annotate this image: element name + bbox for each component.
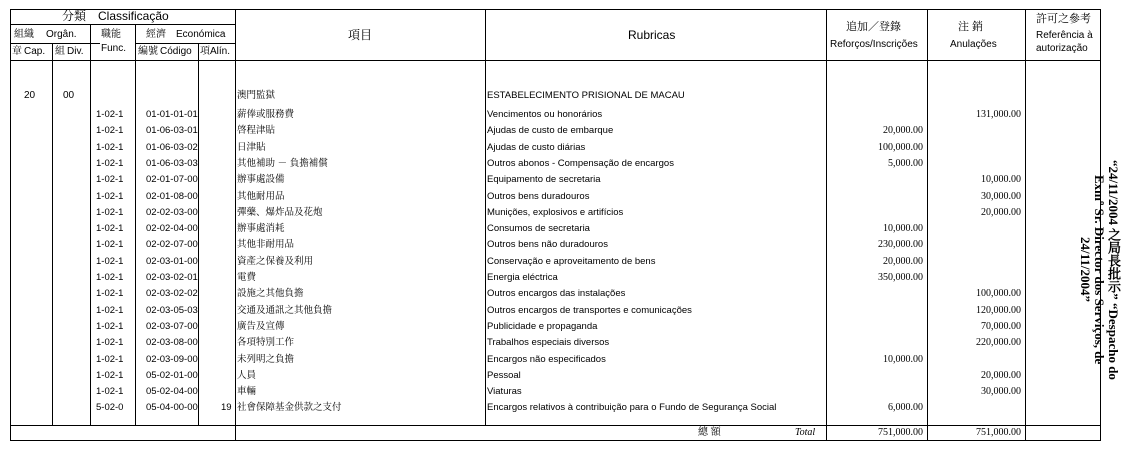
- economica-pt: Económica: [176, 29, 226, 40]
- economica-zh: 經濟: [146, 29, 166, 40]
- row-code: 02-02-07-00: [146, 239, 198, 250]
- row-code: 02-03-08-00: [146, 337, 198, 348]
- row-code: 01-06-03-03: [146, 158, 198, 169]
- alinea-zh: 項: [200, 46, 210, 57]
- row-anulacao: 70,000.00: [981, 321, 1021, 332]
- col-border-left: [10, 9, 11, 440]
- row-item-zh: 日津貼: [237, 142, 266, 153]
- row-item-zh: 彈藥、爆炸品及花炮: [237, 207, 323, 218]
- reforcos-zh: 追加／登錄: [846, 21, 901, 33]
- alinea-pt: Alín.: [210, 46, 231, 57]
- rule-classification: [10, 24, 235, 25]
- codigo-pt: Código: [160, 46, 192, 57]
- row-rubrica-pt: Ajudas de custo de embarque: [487, 125, 614, 136]
- row-func: 1-02-1: [96, 239, 124, 250]
- capitulo-pt: Cap.: [24, 46, 46, 57]
- row-code: 02-03-05-03: [146, 305, 198, 316]
- entity-cap: 20: [24, 90, 36, 101]
- row-reforco: 10,000.00: [883, 354, 923, 365]
- codigo-zh: 編號: [138, 46, 158, 57]
- rule-top: [10, 9, 1101, 10]
- row-item-zh: 啓程津貼: [237, 125, 276, 136]
- row-anulacao: 20,000.00: [981, 370, 1021, 381]
- funcional-zh: 職能: [101, 29, 121, 40]
- row-reforco: 10,000.00: [883, 223, 923, 234]
- row-code: 05-02-04-00: [146, 386, 198, 397]
- row-rubrica-pt: Munições, explosivos e artifícios: [487, 207, 624, 218]
- row-code: 02-03-09-00: [146, 354, 198, 365]
- row-item-zh: 人員: [237, 370, 257, 381]
- row-reforco: 100,000.00: [878, 142, 923, 153]
- entity-name-pt: ESTABELECIMENTO PRISIONAL DE MACAU: [487, 90, 685, 101]
- row-func: 1-02-1: [96, 272, 124, 283]
- row-func: 1-02-1: [96, 256, 124, 267]
- row-code: 02-03-07-00: [146, 321, 198, 332]
- col-border-items: [485, 9, 486, 425]
- row-func: 1-02-1: [96, 142, 124, 153]
- funcional-pt: Func.: [101, 43, 127, 54]
- row-func: 1-02-1: [96, 305, 124, 316]
- row-item-zh: 設施之其他負擔: [237, 288, 304, 299]
- row-anulacao: 10,000.00: [981, 174, 1021, 185]
- row-rubrica-pt: Viaturas: [487, 386, 522, 397]
- row-func: 1-02-1: [96, 207, 124, 218]
- row-func: 1-02-1: [96, 191, 124, 202]
- row-item-zh: 廣告及宣傳: [237, 321, 285, 332]
- row-item-zh: 未列明之負擔: [237, 354, 295, 365]
- row-item-zh: 電費: [237, 272, 257, 283]
- row-code: 02-02-03-00: [146, 207, 198, 218]
- row-code: 02-01-07-00: [146, 174, 198, 185]
- row-reforco: 5,000.00: [888, 158, 923, 169]
- row-rubrica-pt: Encargos não especificados: [487, 354, 606, 365]
- col-border-func: [135, 24, 136, 425]
- row-rubrica-pt: Energia eléctrica: [487, 272, 558, 283]
- row-code: 01-06-03-02: [146, 142, 198, 153]
- organica-zh: 組織: [14, 29, 34, 40]
- rule-header-bottom: [10, 60, 1101, 61]
- rule-bottom: [10, 440, 1101, 441]
- row-rubrica-pt: Vencimentos ou honorários: [487, 109, 603, 120]
- row-rubrica-pt: Ajudas de custo diárias: [487, 142, 586, 153]
- row-rubrica-pt: Encargos relativos à contribuição para o Fundo de Segurança Social: [487, 402, 777, 413]
- organica-pt: Orgân.: [46, 29, 77, 40]
- divisao-pt: Div.: [67, 46, 84, 57]
- rule-economica: [135, 43, 235, 44]
- rule-organica: [10, 43, 100, 44]
- row-anulacao: 30,000.00: [981, 191, 1021, 202]
- total-reforcos: 751,000.00: [878, 427, 923, 438]
- row-item-zh: 交通及通訊之其他負擔: [237, 305, 333, 316]
- row-rubrica-pt: Outros encargos de transportes e comunicações: [487, 305, 692, 316]
- row-item-zh: 各項特別工作: [237, 337, 295, 348]
- row-item-zh: 資產之保養及利用: [237, 256, 314, 267]
- ref-pt1: Referência à: [1036, 30, 1093, 41]
- row-func: 1-02-1: [96, 109, 124, 120]
- col-border-cap: [52, 43, 53, 425]
- row-item-zh: 薪俸或服務費: [237, 109, 295, 120]
- row-anulacao: 20,000.00: [981, 207, 1021, 218]
- col-border-reforcos: [927, 9, 928, 440]
- anulacoes-pt: Anulações: [950, 39, 997, 50]
- row-func: 1-02-1: [96, 125, 124, 136]
- anulacoes-zh: 注 銷: [958, 21, 984, 33]
- row-rubrica-pt: Outros bens não duradouros: [487, 239, 608, 250]
- row-rubrica-pt: Outros abonos - Compensação de encargos: [487, 158, 674, 169]
- items-zh: 項目: [348, 28, 373, 42]
- authorization-reference: “24/11/2004 之局長批示” “Despacho do Exmº Sr. Director dos Serviços, de 24/11/2004”: [1078, 160, 1121, 380]
- row-func: 1-02-1: [96, 337, 124, 348]
- row-func: 1-02-1: [96, 288, 124, 299]
- row-item-zh: 辦事處消耗: [237, 223, 285, 234]
- row-reforco: 6,000.00: [888, 402, 923, 413]
- row-func: 1-02-1: [96, 321, 124, 332]
- row-anulacao: 30,000.00: [981, 386, 1021, 397]
- row-code: 01-06-03-01: [146, 125, 198, 136]
- ref-pt2: autorização: [1036, 43, 1088, 54]
- row-item-zh: 其他耐用品: [237, 191, 285, 202]
- total-label-zh: 總 額: [698, 427, 721, 438]
- row-rubrica-pt: Trabalhos especiais diversos: [487, 337, 610, 348]
- row-item-zh: 其他補助 － 負擔補償: [237, 158, 328, 169]
- row-func: 1-02-1: [96, 386, 124, 397]
- row-item-zh: 辦事處設備: [237, 174, 285, 185]
- ref-zh: 許可之參考: [1036, 13, 1091, 25]
- row-code: 05-04-00-00: [146, 402, 198, 413]
- row-reforco: 350,000.00: [878, 272, 923, 283]
- row-func: 1-02-1: [96, 174, 124, 185]
- row-rubrica-pt: Consumos de secretaria: [487, 223, 590, 234]
- classificacao-pt: Classificação: [98, 9, 169, 23]
- row-code: 05-02-01-00: [146, 370, 198, 381]
- row-anulacao: 100,000.00: [976, 288, 1021, 299]
- col-border-alinea: [235, 9, 236, 440]
- row-rubrica-pt: Pessoal: [487, 370, 521, 381]
- row-item-zh: 車輛: [237, 386, 257, 397]
- capitulo-zh: 章: [12, 46, 22, 57]
- row-item-zh: 社會保障基金供款之支付: [237, 402, 342, 413]
- row-func: 1-02-1: [96, 158, 124, 169]
- divisao-zh: 組: [55, 46, 65, 57]
- row-rubrica-pt: Conservação e aproveitamento de bens: [487, 256, 656, 267]
- row-code: 02-03-02-01: [146, 272, 198, 283]
- row-rubrica-pt: Outros encargos das instalações: [487, 288, 626, 299]
- row-reforco: 20,000.00: [883, 125, 923, 136]
- row-reforco: 20,000.00: [883, 256, 923, 267]
- classificacao-zh: 分類: [62, 9, 87, 23]
- row-rubrica-pt: Equipamento de secretaria: [487, 174, 601, 185]
- row-code: 02-03-01-00: [146, 256, 198, 267]
- row-code: 02-03-02-02: [146, 288, 198, 299]
- col-border-code: [198, 43, 199, 425]
- row-rubrica-pt: Outros bens duradouros: [487, 191, 590, 202]
- row-anulacao: 120,000.00: [976, 305, 1021, 316]
- row-func: 1-02-1: [96, 370, 124, 381]
- row-func: 1-02-1: [96, 354, 124, 365]
- row-alinea: 19: [221, 402, 232, 413]
- row-reforco: 230,000.00: [878, 239, 923, 250]
- total-anulacoes: 751,000.00: [976, 427, 1021, 438]
- entity-name-zh: 澳門監獄: [237, 90, 276, 101]
- total-label-pt: Total: [795, 427, 816, 438]
- row-code: 02-01-08-00: [146, 191, 198, 202]
- reforcos-pt: Reforços/Inscrições: [830, 39, 918, 50]
- rubricas-title: Rubricas: [628, 28, 676, 42]
- row-code: 01-01-01-01: [146, 109, 198, 120]
- row-rubrica-pt: Publicidade e propaganda: [487, 321, 598, 332]
- entity-div: 00: [63, 90, 75, 101]
- row-anulacao: 131,000.00: [976, 109, 1021, 120]
- row-func: 1-02-1: [96, 223, 124, 234]
- row-item-zh: 其他非耐用品: [237, 239, 295, 250]
- col-border-div: [90, 24, 91, 425]
- row-func: 5-02-0: [96, 402, 124, 413]
- col-border-rubricas: [826, 9, 827, 440]
- row-code: 02-02-04-00: [146, 223, 198, 234]
- row-anulacao: 220,000.00: [976, 337, 1021, 348]
- rule-total-top: [10, 425, 1101, 426]
